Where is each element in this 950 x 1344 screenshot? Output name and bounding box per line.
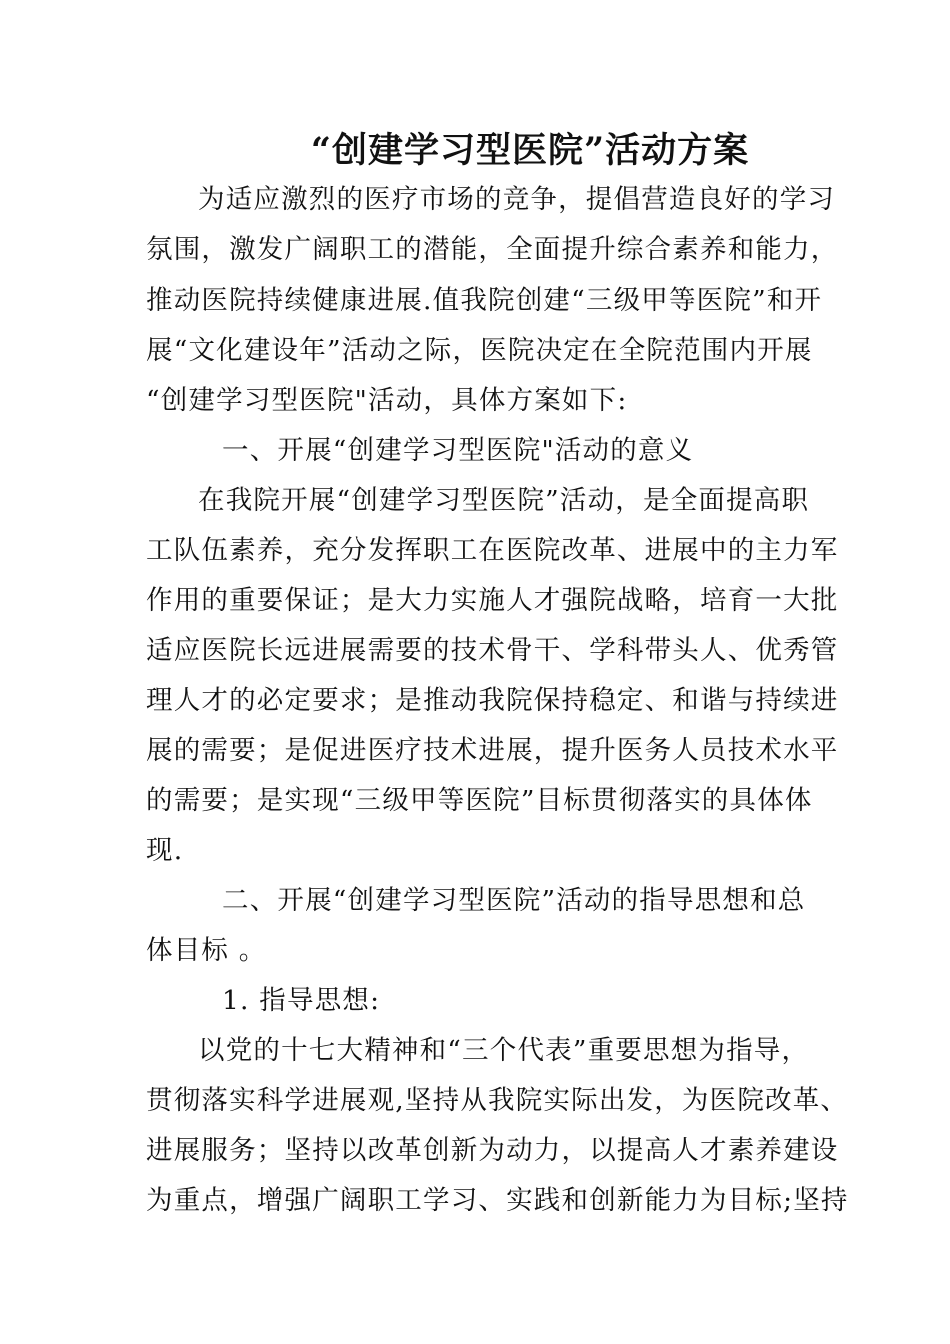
paragraph-line: 理人才的必定要求；是推动我院保持稳定、和谐与持续进 bbox=[146, 685, 839, 716]
paragraph-line: 在我院开展“创建学习型医院”活动，是全面提高职 bbox=[198, 485, 810, 516]
paragraph-line: 适应医院长远进展需要的技术骨干、学科带头人、优秀管 bbox=[146, 635, 839, 666]
paragraph-line: 为重点，增强广阔职工学习、实践和创新能力为目标;坚持 bbox=[146, 1185, 849, 1216]
subsection-heading: 1. 指导思想: bbox=[222, 985, 381, 1016]
paragraph-line: 以党的十七大精神和“三个代表”重要思想为指导， bbox=[198, 1035, 810, 1066]
paragraph-line: “创建学习型医院"活动，具体方案如下: bbox=[146, 385, 628, 416]
paragraph-line: 贯彻落实科学进展观,坚持从我院实际出发，为医院改革、 bbox=[146, 1085, 849, 1116]
paragraph-line: 的需要；是实现“三级甲等医院”目标贯彻落实的具体体 bbox=[146, 785, 813, 816]
paragraph-line: 展“文化建设年”活动之际，医院决定在全院范围内开展 bbox=[146, 335, 813, 366]
section-heading: 二、开展“创建学习型医院”活动的指导思想和总 bbox=[222, 885, 806, 916]
paragraph-line: 进展服务；坚持以改革创新为动力，以提高人才素养建设 bbox=[146, 1135, 839, 1166]
paragraph-line: 氛围，激发广阔职工的潜能，全面提升综合素养和能力， bbox=[146, 234, 839, 265]
paragraph-line: 作用的重要保证；是大力实施人才强院战略，培育一大批 bbox=[146, 585, 839, 616]
document-title: “创建学习型医院”活动方案 bbox=[310, 130, 750, 171]
paragraph-line: 展的需要；是促进医疗技术进展，提升医务人员技术水平 bbox=[146, 735, 839, 766]
paragraph-line: 推动医院持续健康进展.值我院创建“三级甲等医院”和开 bbox=[146, 285, 823, 316]
paragraph-line: 工队伍素养，充分发挥职工在医院改革、进展中的主力军 bbox=[146, 535, 839, 566]
paragraph-line: 现. bbox=[146, 835, 184, 866]
section-heading: 一、开展“创建学习型医院"活动的意义 bbox=[222, 435, 694, 466]
paragraph-line: 为适应激烈的医疗市场的竞争，提倡营造良好的学习 bbox=[198, 184, 836, 215]
section-heading-continued: 体目标 。 bbox=[146, 935, 267, 966]
